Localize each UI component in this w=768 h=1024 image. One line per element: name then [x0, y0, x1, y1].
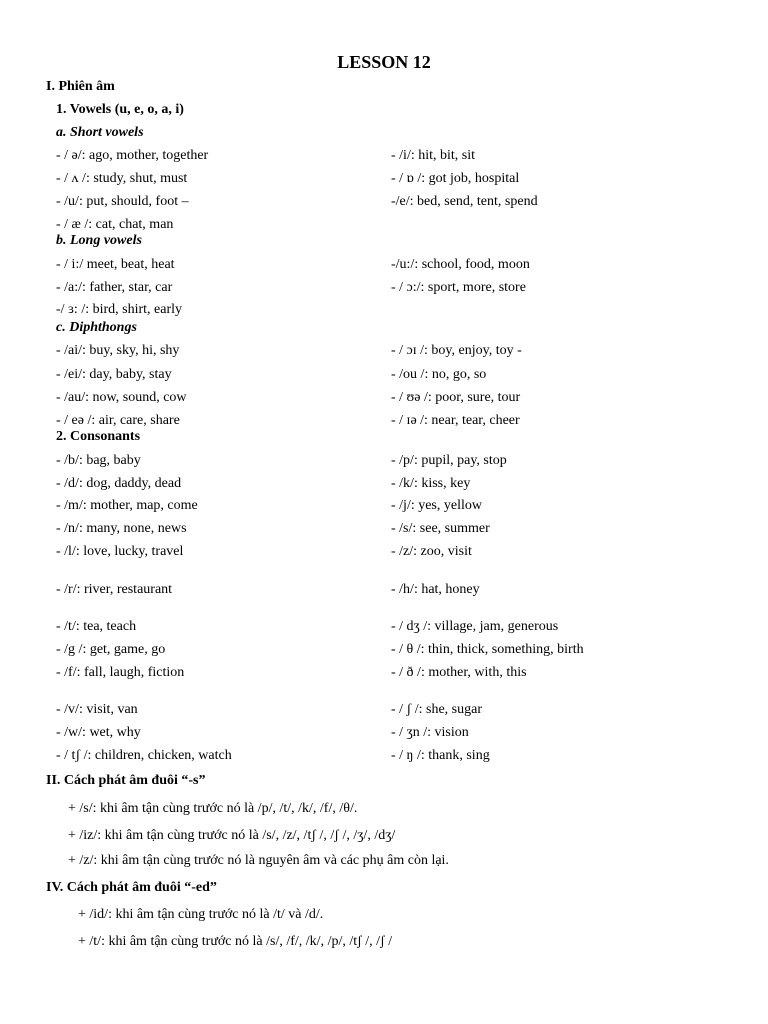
section-heading-pronunciation: I. Phiên âm [46, 79, 115, 94]
long-vowel-left: -/ ɜ: /: bird, shirt, early [56, 302, 183, 317]
diphthong-right: - / ʊə /: poor, sure, tour [391, 390, 521, 405]
short-vowels-heading: a. Short vowels [56, 125, 144, 140]
consonant-right: - / dʒ /: village, jam, generous [391, 619, 559, 634]
long-vowel-left: - / i:/ meet, beat, heat [56, 257, 175, 272]
diphthong-left: - / eə /: air, care, share [56, 413, 180, 428]
short-vowel-right: - / ɒ /: got job, hospital [391, 171, 520, 186]
consonant-left: - /v/: visit, van [56, 702, 138, 717]
long-vowel-left: - /a:/: father, star, car [56, 280, 173, 295]
consonant-left: - /f/: fall, laugh, fiction [56, 665, 185, 680]
s-rule: + /s/: khi âm tận cùng trước nó là /p/, /t/, /k/, /f/, /θ/. [68, 801, 358, 816]
ed-rule: + /id/: khi âm tận cùng trước nó là /t/ và /d/. [78, 907, 324, 922]
consonant-left: - /n/: many, none, news [56, 521, 187, 536]
consonant-left: - / tʃ /: children, chicken, watch [56, 748, 232, 763]
consonant-right: - /k/: kiss, key [391, 476, 471, 491]
diphthong-left: - /ai/: buy, sky, hi, shy [56, 343, 180, 358]
consonant-right: - /s/: see, summer [391, 521, 490, 536]
short-vowel-left: - / æ /: cat, chat, man [56, 217, 174, 232]
long-vowel-right: -/u:/: school, food, moon [391, 257, 530, 272]
consonant-right: - /p/: pupil, pay, stop [391, 453, 507, 468]
consonant-right: - /z/: zoo, visit [391, 544, 472, 559]
consonant-left: - /r/: river, restaurant [56, 582, 173, 597]
diphthong-left: - /au/: now, sound, cow [56, 390, 187, 405]
s-rule: + /z/: khi âm tận cùng trước nó là nguyên âm và các phụ âm còn lại. [68, 853, 449, 868]
diphthongs-heading: c. Diphthongs [56, 320, 137, 335]
section-heading-ed-ending: IV. Cách phát âm đuôi “-ed” [46, 880, 217, 895]
consonant-left: - /t/: tea, teach [56, 619, 137, 634]
consonant-right: - / ʃ /: she, sugar [391, 702, 482, 717]
consonants-heading: 2. Consonants [56, 429, 141, 444]
consonant-right: - / ð /: mother, with, this [391, 665, 527, 680]
consonant-right: - / ŋ /: thank, sing [391, 748, 490, 763]
s-rule: + /iz/: khi âm tận cùng trước nó là /s/, /z/, /tʃ /, /ʃ /, /ʒ/, /dʒ/ [68, 828, 396, 843]
short-vowel-right: -/e/: bed, send, tent, spend [391, 194, 538, 209]
short-vowel-left: - /u/: put, should, foot – [56, 194, 189, 209]
consonant-right: - / ʒn /: vision [391, 725, 469, 740]
short-vowel-left: - / ʌ /: study, shut, must [56, 171, 188, 186]
vowels-heading: 1. Vowels (u, e, o, a, i) [56, 102, 184, 117]
long-vowel-right: - / ɔ:/: sport, more, store [391, 280, 526, 295]
consonant-left: - /d/: dog, daddy, dead [56, 476, 182, 491]
diphthong-right: - / ɪə /: near, tear, cheer [391, 413, 520, 428]
consonant-left: - /w/: wet, why [56, 725, 141, 740]
consonant-left: - /g /: get, game, go [56, 642, 166, 657]
short-vowel-right: - /i/: hit, bit, sit [391, 148, 476, 163]
consonant-right: - /j/: yes, yellow [391, 498, 482, 513]
page-title: LESSON 12 [337, 52, 431, 72]
diphthong-right: - /ou /: no, go, so [391, 367, 487, 382]
section-heading-s-ending: II. Cách phát âm đuôi “-s” [46, 773, 206, 788]
ed-rule: + /t/: khi âm tận cùng trước nó là /s/, /f/, /k/, /p/, /tʃ /, /ʃ / [78, 934, 393, 949]
diphthong-left: - /ei/: day, baby, stay [56, 367, 172, 382]
consonant-left: - /m/: mother, map, come [56, 498, 198, 513]
short-vowel-left: - / ə/: ago, mother, together [56, 148, 209, 163]
diphthong-right: - / ɔɪ /: boy, enjoy, toy - [391, 343, 522, 358]
consonant-left: - /l/: love, lucky, travel [56, 544, 184, 559]
consonant-left: - /b/: bag, baby [56, 453, 141, 468]
long-vowels-heading: b. Long vowels [56, 233, 142, 248]
consonant-right: - /h/: hat, honey [391, 582, 480, 597]
consonant-right: - / θ /: thin, thick, something, birth [391, 642, 584, 657]
